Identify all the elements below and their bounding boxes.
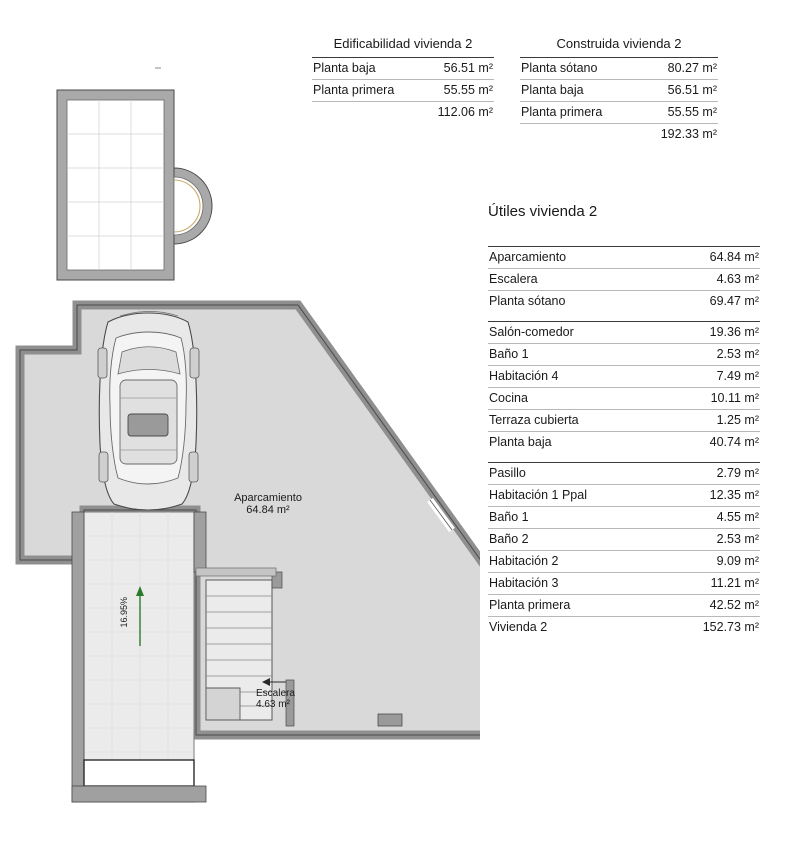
row-label: Salón-comedor: [489, 325, 574, 339]
table-utiles-group-sotano: [488, 246, 760, 312]
table-construida-title: Construida vivienda 2: [556, 36, 682, 51]
table-row: [520, 80, 718, 102]
plan-aparcamiento-name: Aparcamiento: [234, 492, 302, 504]
row-value: 42.52 m²: [709, 598, 759, 612]
table-row: [488, 322, 760, 344]
row-value: 2.53 m²: [716, 347, 759, 361]
row-value: 7.49 m²: [716, 369, 759, 383]
table-utiles-group-baja: [488, 321, 760, 453]
row-label: Planta primera: [521, 105, 603, 119]
row-value: 2.79 m²: [716, 466, 759, 480]
row-label: Habitación 4: [489, 369, 559, 383]
table-row: [488, 529, 760, 551]
access-ramp: [72, 512, 206, 802]
row-label: Aparcamiento: [489, 250, 567, 264]
row-value: 152.73 m²: [702, 620, 759, 634]
row-label: Planta baja: [489, 435, 552, 449]
row-value: 1.25 m²: [716, 413, 759, 427]
row-value: 55.55 m²: [667, 105, 717, 119]
table-row: [488, 617, 760, 638]
row-value: 64.84 m²: [709, 250, 759, 264]
table-row: [488, 366, 760, 388]
row-label: Baño 1: [489, 347, 529, 361]
row-value: 56.51 m²: [667, 83, 717, 97]
table-row: [488, 247, 760, 269]
table-row: [488, 485, 760, 507]
plan-aparcamiento-area: 64.84 m²: [246, 504, 290, 516]
table-row: [520, 102, 718, 124]
table-row: [488, 573, 760, 595]
row-label: Habitación 3: [489, 576, 559, 590]
row-label: Habitación 1 Ppal: [489, 488, 587, 502]
plan-label-escalera: [256, 688, 308, 710]
plan-escalera-name: Escalera: [256, 688, 295, 699]
table-edificabilidad-rows: [312, 57, 494, 102]
table-row: [520, 58, 718, 80]
row-label: Terraza cubierta: [489, 413, 579, 427]
plan-escalera-area: 4.63 m²: [256, 699, 290, 710]
row-label: Planta primera: [489, 598, 571, 612]
row-value: 11.21 m²: [710, 576, 759, 590]
row-label: Planta baja: [313, 61, 376, 75]
row-label: Baño 1: [489, 510, 529, 524]
row-label: Planta primera: [313, 83, 395, 97]
row-value: 19.36 m²: [709, 325, 759, 339]
table-row: [488, 410, 760, 432]
row-label: Escalera: [489, 272, 538, 286]
table-row: [488, 291, 760, 312]
row-label: Planta baja: [521, 83, 584, 97]
table-utiles-title: Útiles vivienda 2: [488, 203, 598, 220]
row-label: Pasillo: [489, 466, 526, 480]
table-construida: [520, 36, 718, 142]
row-value: 12.35 m²: [709, 488, 759, 502]
row-value: 40.74 m²: [709, 435, 759, 449]
row-label: Cocina: [489, 391, 528, 405]
table-row: [488, 507, 760, 529]
table-row: [488, 595, 760, 617]
row-value: 69.47 m²: [709, 294, 759, 308]
table-row: [312, 80, 494, 102]
row-value: 56.51 m²: [443, 61, 493, 75]
table-row: [488, 463, 760, 485]
car-plan-icon: [98, 312, 199, 511]
table-row: [488, 269, 760, 291]
table-utiles-gap-2: [488, 453, 760, 462]
table-edificabilidad: [312, 36, 494, 120]
row-value: 2.53 m²: [716, 532, 759, 546]
row-label: Planta sótano: [521, 61, 598, 75]
plan-label-slope: 16.95%: [119, 597, 129, 628]
table-row: [312, 58, 494, 80]
row-label: Baño 2: [489, 532, 529, 546]
table-utiles-group-primera: [488, 462, 760, 638]
row-label: Planta sótano: [489, 294, 566, 308]
row-label: Vivienda 2: [489, 620, 548, 634]
table-utiles: [488, 203, 760, 638]
table-construida-total: 192.33 m²: [660, 127, 717, 141]
table-row: [488, 551, 760, 573]
row-value: 4.55 m²: [716, 510, 759, 524]
row-value: 4.63 m²: [716, 272, 759, 286]
table-construida-rows: [520, 57, 718, 124]
row-label: Habitación 2: [489, 554, 559, 568]
upper-building: [57, 90, 212, 280]
table-row: [488, 388, 760, 410]
table-edificabilidad-title: Edificabilidad vivienda 2: [333, 36, 473, 51]
table-row: [488, 432, 760, 453]
row-value: 9.09 m²: [716, 554, 759, 568]
plan-label-aparcamiento: [208, 492, 328, 516]
table-edificabilidad-total: 112.06 m²: [437, 105, 493, 119]
row-value: 80.27 m²: [667, 61, 717, 75]
row-value: 10.11 m²: [710, 391, 759, 405]
table-utiles-gap-1: [488, 312, 760, 321]
table-row: [488, 344, 760, 366]
row-value: 55.55 m²: [443, 83, 493, 97]
